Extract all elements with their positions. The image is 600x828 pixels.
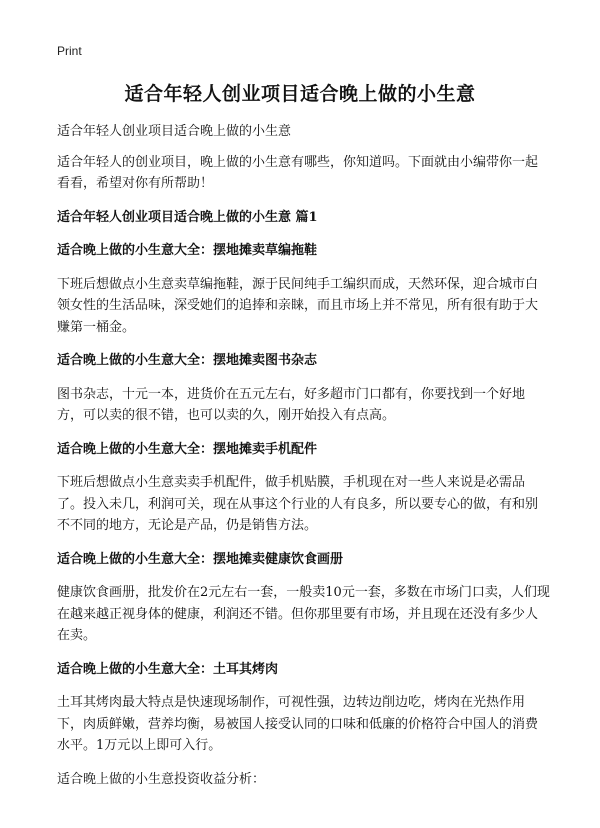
section-heading-phone-accessories: 适合晚上做的小生意大全：摆地摊卖手机配件 [57, 441, 318, 457]
closing-paragraph: 适合晚上做的小生意投资收益分析： [57, 771, 266, 787]
page-title: 适合年轻人创业项目适合晚上做的小生意 [124, 83, 476, 105]
section-body-phone-accessories: 下班后想做点小生意卖卖手机配件，做手机贴膜，手机现在对一些人来说是必需品了。投入未几，利润可关，现在从事这个行业的人有良多，所以要专心的做，有和别不不同的地方，无论是产品，仍是销售方法。 [57, 475, 539, 533]
section-body-straw-slippers: 下班后想做点小生意卖草编拖鞋，源于民间纯手工编织而成，天然环保，迎合城市白领女性的生活品味，深受她们的追捧和亲睐，而且市场上并不常见，所有很有助于大赚第一桶金。 [57, 276, 539, 335]
section-heading-books-magazines: 适合晚上做的小生意大全：摆地摊卖图书杂志 [57, 353, 318, 368]
print-label: Print [57, 44, 82, 58]
section-body-diet-albums: 健康饮食画册，批发价在2元左右一套，一般卖10元一套，多数在市场门口卖，人们现在越来越正视身体的健康，利润还不错。但你那里要有市场，并且现在还没有多少人在卖。 [57, 585, 550, 643]
section-heading-diet-albums: 适合晚上做的小生意大全：摆地摊卖健康饮食画册 [57, 551, 344, 567]
section-heading-turkish-kebab: 适合晚上做的小生意大全：土耳其烤肉 [57, 661, 279, 677]
section-body-books-magazines: 图书杂志，十元一本，进货价在五元左右，好多超市门口都有，你要找到一个好地方，可以卖的很不错，也可以卖的久，刚开始投入有点高。 [57, 386, 526, 423]
intro-paragraph: 适合年轻人的创业项目，晚上做的小生意有哪些，你知道吗。下面就由小编带你一起看看，希望对你有所帮助！ [57, 154, 539, 191]
section-heading-straw-slippers: 适合晚上做的小生意大全：摆地摊卖草编拖鞋 [57, 243, 318, 258]
section-body-turkish-kebab: 土耳其烤肉最大特点是快速现场制作，可视性强，边转边削边吃，烤肉在光热作用下，肉质鲜嫩，营养均衡，易被国人接受认同的口味和低廉的价格符合中国人的消费水平。1万元以上即可入行。 [57, 695, 539, 753]
section-heading-main: 适合年轻人创业项目适合晚上做的小生意 篇1 [57, 209, 318, 225]
article-subtitle: 适合年轻人创业项目适合晚上做的小生意 [57, 124, 292, 139]
article-body [57, 121, 550, 802]
